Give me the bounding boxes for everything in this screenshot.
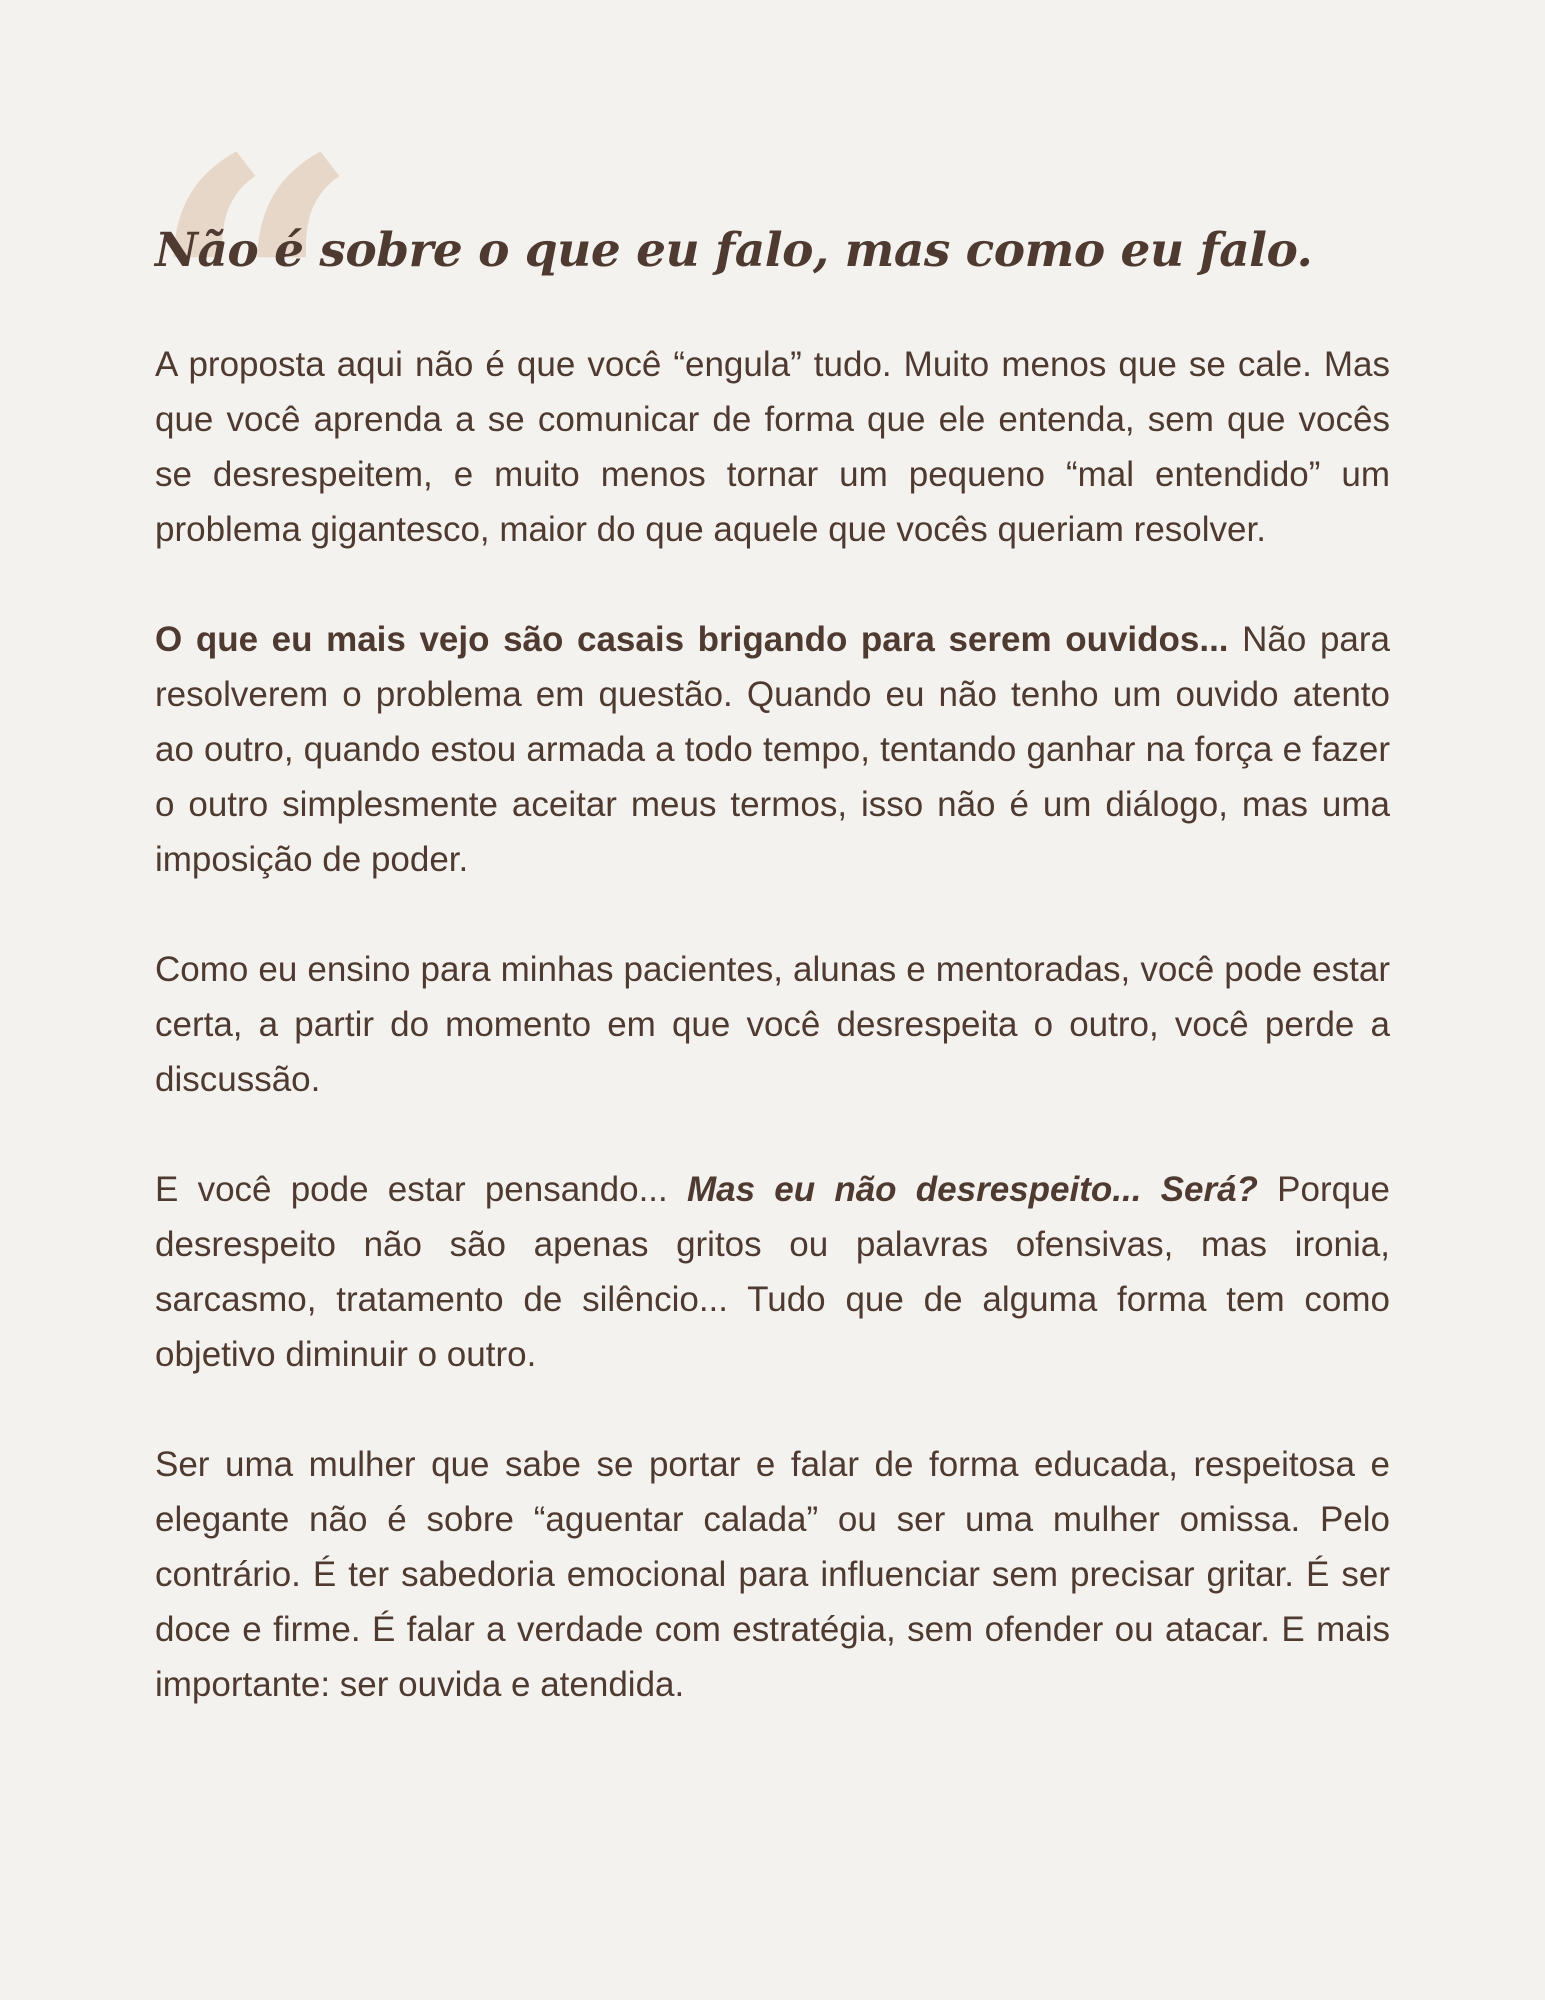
paragraph-3 [155,942,1390,1107]
paragraph-5 [155,1437,1390,1712]
paragraph-2 [155,612,1390,887]
left-double-quote-icon: “ [148,80,361,514]
paragraph-4-lead: E você pode estar pensando... [155,1170,687,1209]
paragraph-2-text: Não para resolverem o problema em questão. Quando eu não tenho um ouvido atento ao outro, quando estou armada a todo tempo, tentando ganhar na força e fazer o outro simplesmente aceitar meus termos, isso não é um diálogo, mas uma imposição de poder. [155,620,1390,879]
body-text [155,337,1390,1712]
paragraph-1-text: A proposta aqui não é que você “engula” tudo. Muito menos que se cale. Mas que você aprenda a se comunicar de forma que ele entenda, sem que vocês se desrespeitem, e muito menos tornar um pequeno “mal entendido” um problema gigantesco, maior do que aquele que vocês queriam resolver. [155,345,1390,549]
paragraph-1 [155,337,1390,557]
page-title: Não é sobre o que eu falo, mas como eu falo. [155,223,1313,278]
paragraph-4-emphasis: Mas eu não desrespeito... Será? [686,1170,1258,1209]
paragraph-3-text: Como eu ensino para minhas pacientes, alunas e mentoradas, você pode estar certa, a partir do momento em que você desrespeita o outro, você perde a discussão. [155,950,1390,1099]
paragraph-2-bold-lead: O que eu mais vejo são casais brigando para serem ouvidos... [155,620,1229,659]
paragraph-4-text: Porque desrespeito não são apenas gritos ou palavras ofensivas, mas ironia, sarcasmo, tratamento de silêncio... Tudo que de alguma forma tem como objetivo diminuir o outro. [155,1170,1391,1374]
paragraph-5-text: Ser uma mulher que sabe se portar e falar de forma educada, respeitosa e elegante não é sobre “aguentar calada” ou ser uma mulher omissa. Pelo contrário. É ter sabedoria emocional para influenciar sem precisar gritar. É ser doce e firme. É falar a verdade com estratégia, sem ofender ou atacar. E mais importante: ser ouvida e atendida. [155,1445,1390,1704]
paragraph-4 [155,1162,1390,1382]
